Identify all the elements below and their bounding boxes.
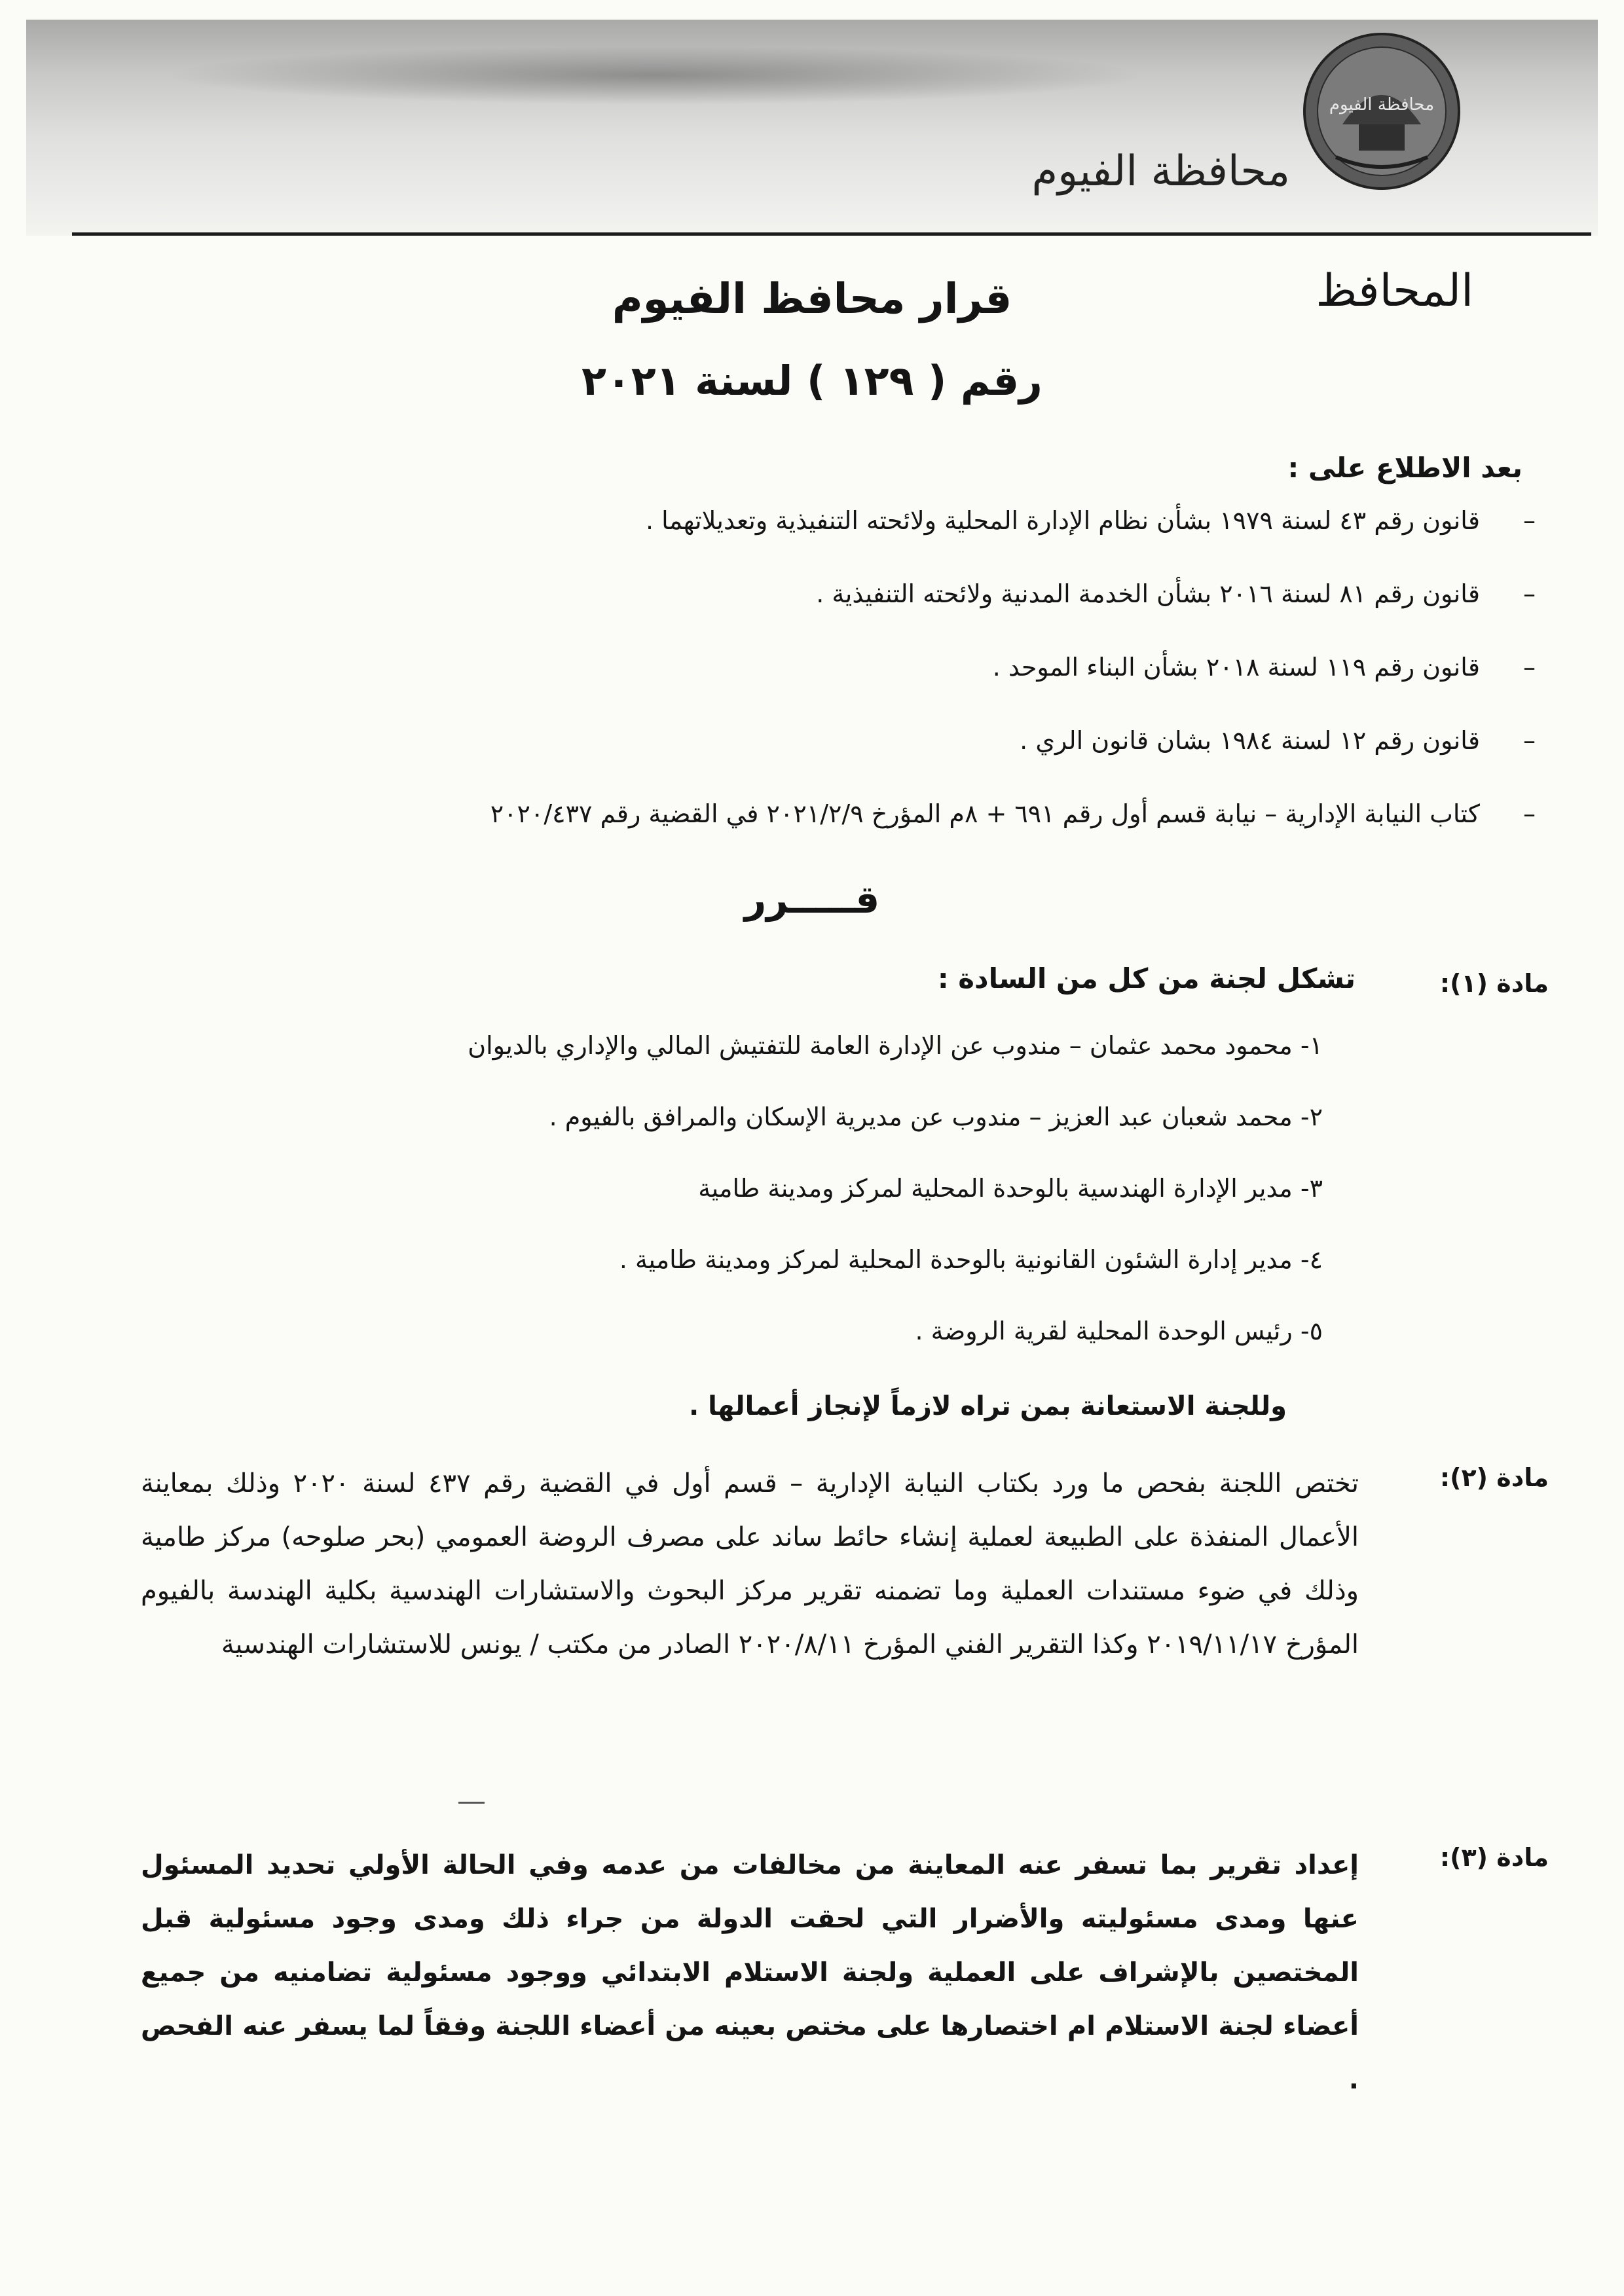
list-item bbox=[105, 791, 1536, 864]
list-dash: – bbox=[1523, 726, 1536, 755]
decision-title: قرار محافظ الفيوم bbox=[612, 275, 1012, 323]
list-item bbox=[26, 1031, 1323, 1102]
committee-members-list bbox=[26, 1031, 1323, 1388]
list-item bbox=[105, 644, 1536, 718]
decision-number: رقم ( ١٢٩ ) لسنة ٢٠٢١ bbox=[581, 357, 1043, 405]
member-text: ١- محمود محمد عثمان – مندوب عن الإدارة العامة للتفتيش المالي والإداري بالديوان bbox=[468, 1031, 1323, 1060]
law-reference-text: قانون رقم ١١٩ لسنة ٢٠١٨ بشأن البناء الموحد . bbox=[992, 653, 1480, 682]
article-1-label: مادة (١): bbox=[1439, 969, 1549, 998]
list-item bbox=[26, 1102, 1323, 1174]
list-item bbox=[26, 1174, 1323, 1245]
law-reference-text: كتاب النيابة الإدارية – نيابة قسم أول رقم ٦٩١ + ٨م المؤرخ ٢٠٢١/٢/٩ في القضية رقم ٢٠٢٠/٤٣٧ bbox=[490, 799, 1480, 828]
committee-assistance-note: وللجنة الاستعانة بمن تراه لازماً لإنجاز أعمالها . bbox=[689, 1391, 1287, 1421]
law-reference-text: قانون رقم ٨١ لسنة ٢٠١٦ بشأن الخدمة المدنية ولائحته التنفيذية . bbox=[816, 579, 1480, 608]
list-item bbox=[105, 498, 1536, 571]
list-dash: – bbox=[1523, 579, 1536, 608]
member-text: ٤- مدير إدارة الشئون القانونية بالوحدة المحلية لمركز ومدينة طامية . bbox=[619, 1245, 1323, 1274]
preamble-intro: بعد الاطلاع على : bbox=[1287, 452, 1522, 484]
member-text: ٥- رئيس الوحدة المحلية لقرية الروضة . bbox=[915, 1317, 1323, 1345]
law-reference-text: قانون رقم ١٢ لسنة ١٩٨٤ بشان قانون الري . bbox=[1020, 726, 1480, 755]
list-dash: – bbox=[1523, 506, 1536, 535]
list-item bbox=[105, 718, 1536, 791]
list-dash: – bbox=[1523, 799, 1536, 828]
seal-text: محافظة الفيوم bbox=[1329, 95, 1435, 115]
member-text: ٢- محمد شعبان عبد العزيز – مندوب عن مديرية الإسكان والمرافق بالفيوم . bbox=[549, 1102, 1323, 1131]
list-item bbox=[26, 1245, 1323, 1317]
list-item bbox=[105, 571, 1536, 644]
header-divider bbox=[72, 232, 1591, 236]
article-2-text: تختص اللجنة بفحص ما ورد بكتاب النيابة الإدارية – قسم أول في القضية رقم ٤٣٧ لسنة ٢٠٢٠ وذلك بمعاينة الأعمال المنفذة على الطبيعة لعملية إنشاء حائط ساند على مصرف الروضة العمومي (بحر صلوحه) مركز طامية وذلك في ضوء مستندات العملية وما تضمنه تقرير مركز البحوث والاستشارات الهندسية بكلية الهندسة بالفيوم المؤرخ ٢٠١٩/١١/١٧ وكذا التقرير الفني المؤرخ ٢٠٢٠/٨/١١ الصادر من مكتب / يونس للاستشارات الهندسية bbox=[141, 1468, 1359, 1660]
article-2-label: مادة (٢): bbox=[1439, 1463, 1549, 1492]
list-dash: – bbox=[1523, 653, 1536, 682]
article-1-intro: تشكل لجنة من كل من السادة : bbox=[937, 962, 1356, 994]
governorate-name: محافظة الفيوم bbox=[1031, 147, 1290, 196]
scan-mark bbox=[458, 1802, 485, 1804]
scan-smudge bbox=[164, 46, 1146, 105]
law-reference-text: قانون رقم ٤٣ لسنة ١٩٧٩ بشأن نظام الإدارة المحلية ولائحته التنفيذية وتعديلاتهما . bbox=[645, 506, 1480, 535]
decree-heading: قـــــرر bbox=[744, 877, 880, 922]
article-3-text: إعداد تقرير بما تسفر عنه المعاينة من مخالفات من عدمه وفي الحالة الأولي تحديد المسئول عنها ومدى مسئوليته والأضرار التي لحقت الدولة من جراء ذلك ومدى وجود مسئولية قبل المختصين بالإشراف على العملية ولجنة الاستلام الابتدائي ووجود مسئولية تضامنيه من جميع أعضاء لجنة الاستلام ام اختصارها على مختص بعينه من أعضاء اللجنة وفقاً لما يسفر عنه الفحص . bbox=[141, 1850, 1359, 2095]
article-3-label: مادة (٣): bbox=[1439, 1843, 1549, 1872]
member-text: ٣- مدير الإدارة الهندسية بالوحدة المحلية لمركز ومدينة طامية bbox=[698, 1174, 1323, 1203]
governorate-seal-icon bbox=[1297, 26, 1467, 196]
governor-label: المحافظ bbox=[1316, 265, 1473, 317]
law-reference-list bbox=[105, 498, 1536, 864]
list-item bbox=[26, 1317, 1323, 1388]
